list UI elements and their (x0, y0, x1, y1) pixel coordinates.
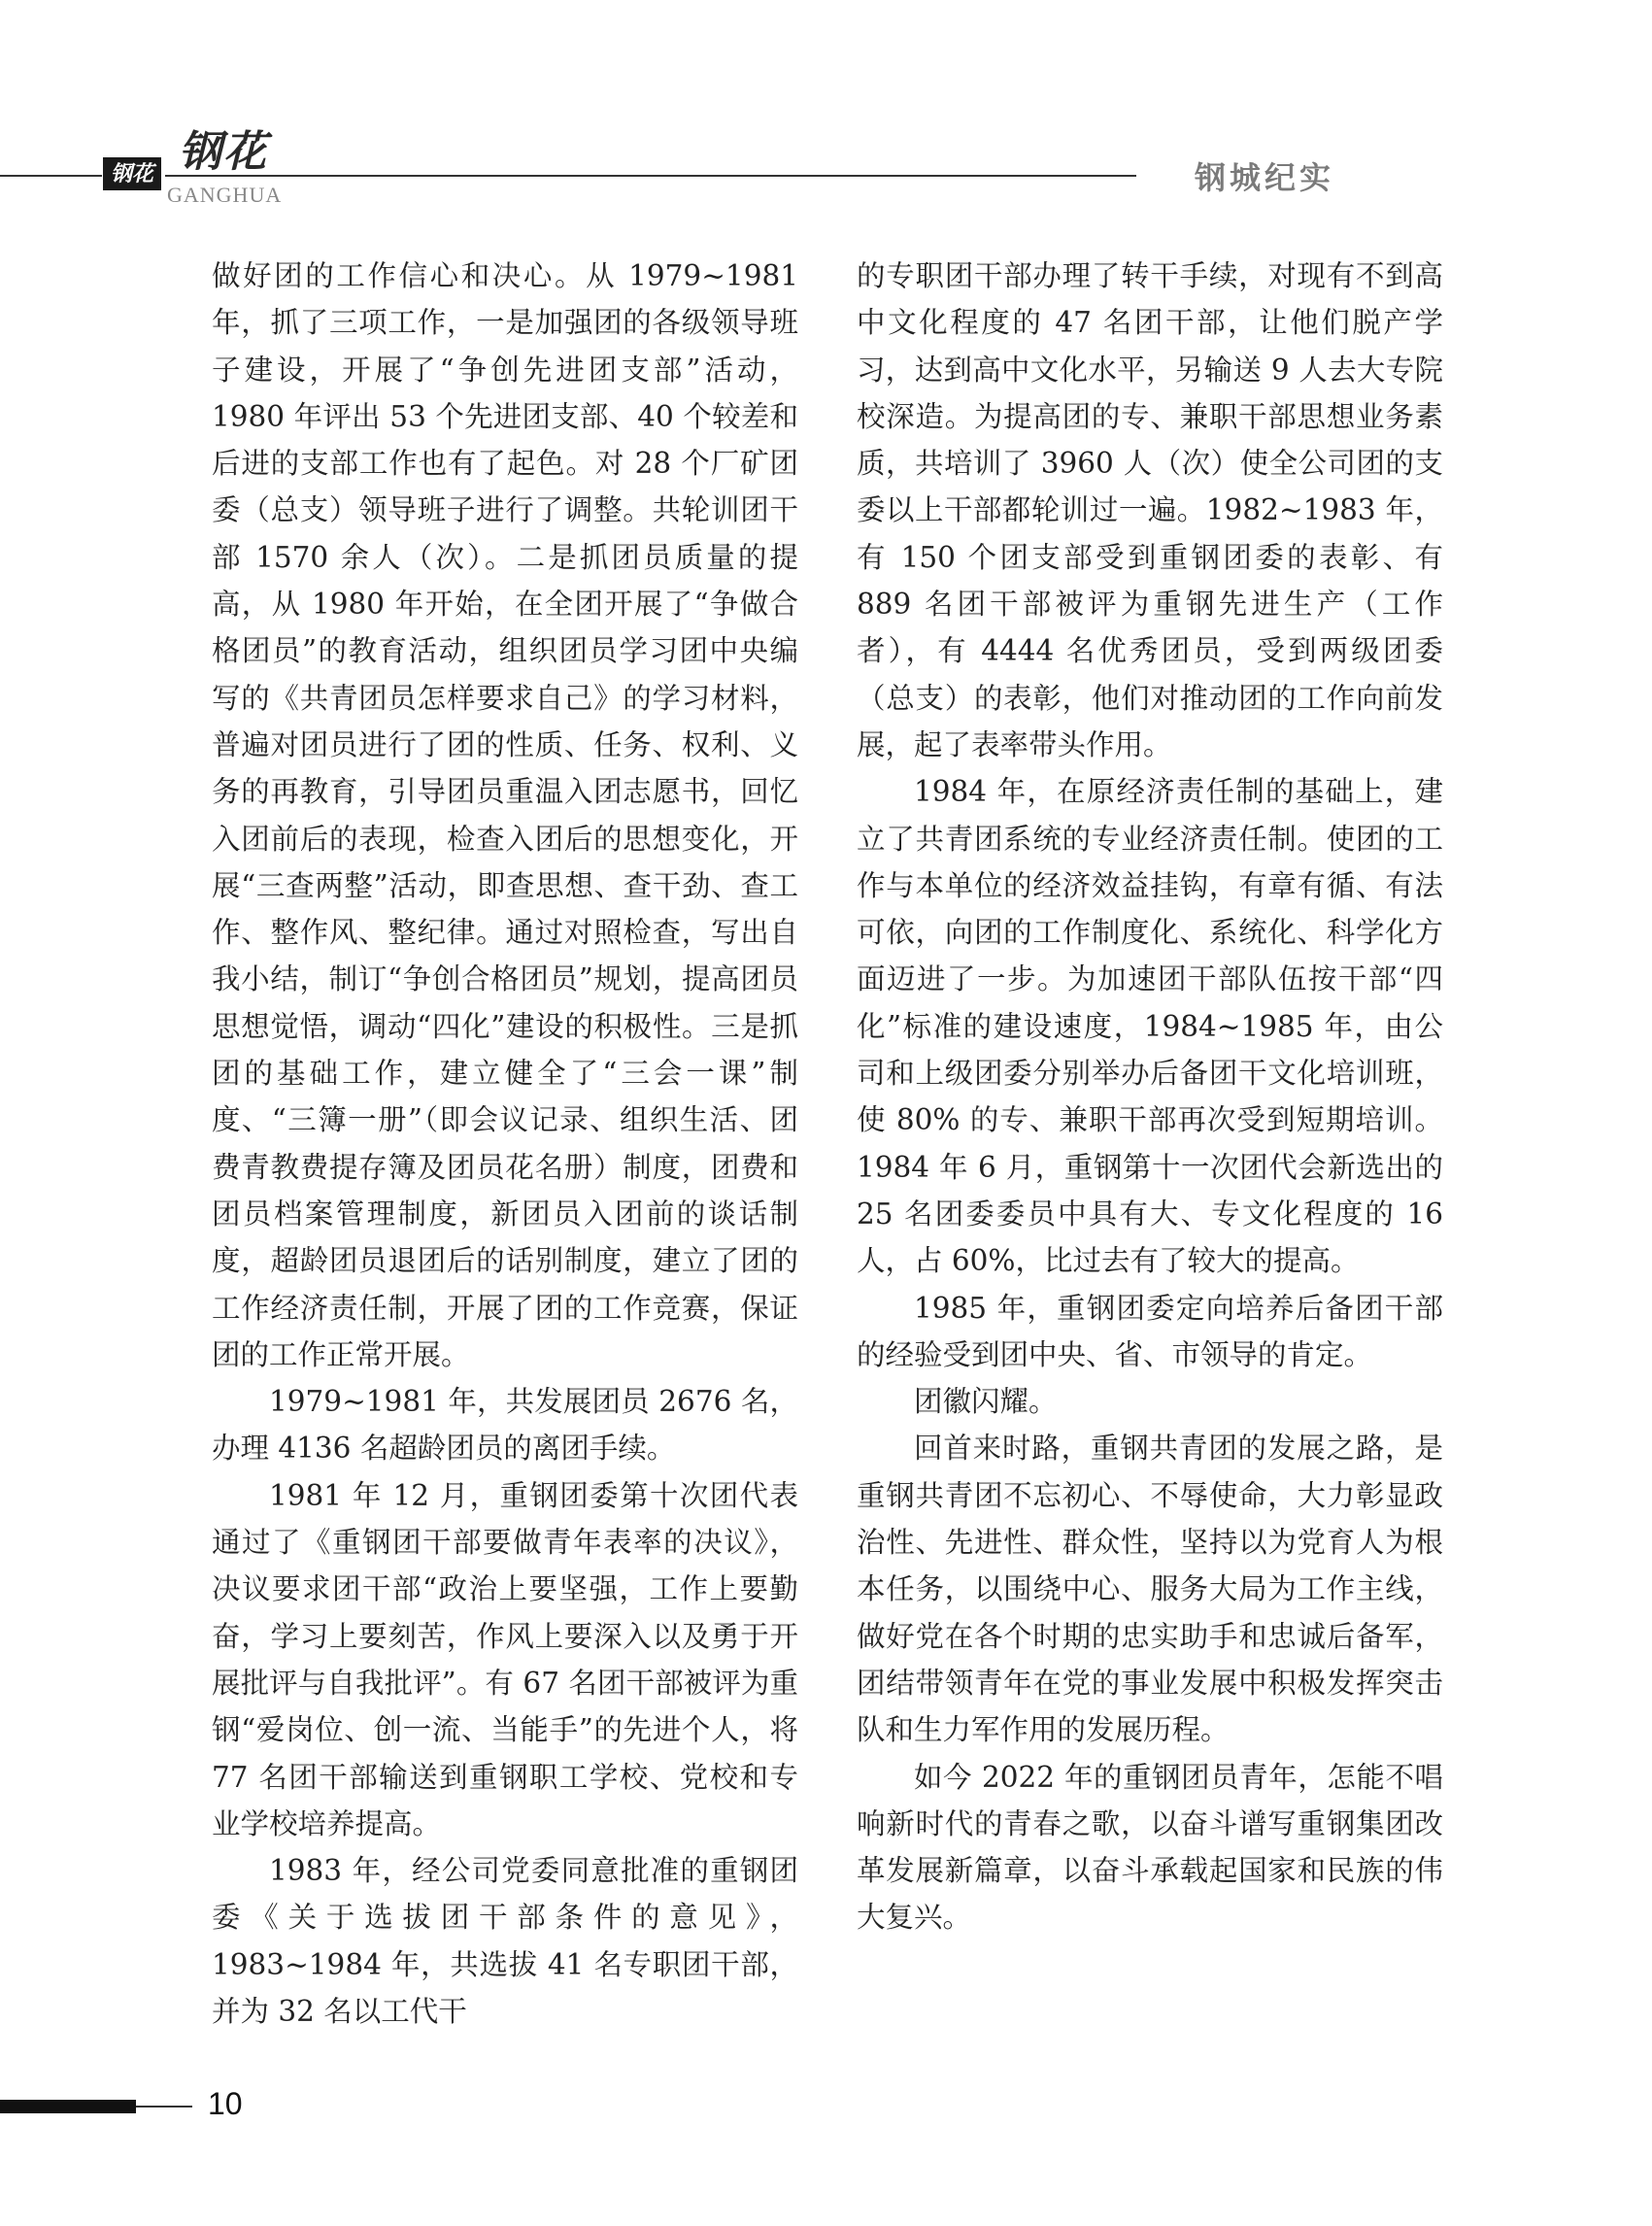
paragraph: 如今 2022 年的重钢团员青年，怎能不唱响新时代的青春之歌，以奋斗谱写重钢集团改革发展新篇章，以奋斗承载起国家和民族的伟大复兴。 (857, 1760, 1443, 1935)
magazine-logo-subtitle: GANGHUA (167, 183, 283, 207)
paragraph: 1985 年，重钢团委定向培养后备团干部的经验受到团中央、省、市领导的肯定。 (857, 1291, 1443, 1371)
magazine-logo: 钢花 (179, 127, 268, 177)
paragraph: 的专职团干部办理了转干手续，对现有不到高中文化程度的 47 名团干部，让他们脱产学习，达到高中文化水平，另输送 9 人去大专院校深造。为提高团的专、兼职干部思想业务素质，共培训了 3960 人（次）使全公司团的支委以上干部都轮训过一遍。1982~1983 年，有 150 个团支部受到重钢团委的表彰、有 889 名团干部被评为重钢先进生产（工作者），有 4444 名优秀团员，受到两级团委（总支）的表彰，他们对推动团的工作向前发展，起了表率带头作用。 (857, 259, 1443, 761)
header-rule-right (165, 175, 1136, 177)
footer-bar (0, 2100, 136, 2113)
paragraph: 团徽闪耀。 (914, 1385, 1058, 1419)
paragraph: 回首来时路，重钢共青团的发展之路，是重钢共青团不忘初心、不辱使命，大力彰显政治性、先进性、群众性，坚持以为党育人为根本任务，以围绕中心、服务大局为工作主线，做好党在各个时期的忠实助手和忠诚后备军，团结带领青年在党的事业发展中积极发挥突击队和生力军作用的发展历程。 (857, 1432, 1443, 1747)
page-number: 10 (208, 2086, 243, 2121)
paragraph: 1981 年 12 月，重钢团委第十次团代表通过了《重钢团干部要做青年表率的决议》，决议要求团干部“政治上要坚强，工作上要勤奋，学习上要刻苦，作风上要深入以及勇于开展批评与自我批评”。有 67 名团干部被评为重钢“爱岗位、创一流、当能手”的先进个人，将 77 名团干部输送到重钢职工学校、党校和专业学校培养提高。 (212, 1478, 798, 1840)
paragraph: 1983 年，经公司党委同意批准的重钢团委《关于选拔团干部条件的意见》，1983~1984 年，共选拔 41 名专职团干部，并为 32 名以工代干 (212, 1854, 798, 2028)
footer-rule (136, 2106, 192, 2108)
section-title: 钢城纪实 (1195, 159, 1335, 196)
paragraph: 1984 年，在原经济责任制的基础上，建立了共青团系统的专业经济责任制。使团的工作与本单位的经济效益挂钩，有章有循、有法可依，向团的工作制度化、系统化、科学化方面迈进了一步。为加速团干部队伍按干部“四化”标准的建设速度，1984~1985 年，由公司和上级团委分别举办后备团干文化培训班，使 80% 的专、兼职干部再次受到短期培训。1984 年 6 月，重钢第十一次团代会新选出的 25 名团委委员中具有大、专文化程度的 16 人，占 60%，比过去有了较大的提高。 (857, 775, 1443, 1278)
paragraph: 做好团的工作信心和决心。从 1979~1981 年，抓了三项工作，一是加强团的各级领导班子建设，开展了“争创先进团支部”活动，1980 年评出 53 个先进团支部、40 个较差和后进的支部工作也有了起色。对 28 个厂矿团委（总支）领导班子进行了调整。共轮训团干部 1570 余人（次）。二是抓团员质量的提高，从 1980 年开始，在全团开展了“争做合格团员”的教育活动，组织团员学习团中央编写的《共青团员怎样要求自己》的学习材料，普遍对团员进行了团的性质、任务、权利、义务的再教育，引导团员重温入团志愿书，回忆入团前后的表现，检查入团后的思想变化，开展“三查两整”活动，即查思想、查干劲、查工作、整作风、整纪律。通过对照检查，写出自我小结，制订“争创合格团员”规划，提高团员思想觉悟，调动“四化”建设的积极性。三是抓团的基础工作，建立健全了“三会一课”制度、“三簿一册”（即会议记录、组织生活、团费青教费提存簿及团员花名册）制度，团费和团员档案管理制度，新团员入团前的谈话制度，超龄团员退团后的话别制度，建立了团的工作经济责任制，开展了团的工作竞赛，保证团的工作正常开展。 (212, 259, 798, 1371)
right-column (857, 253, 1443, 1941)
logo-box: 钢花 (103, 157, 161, 190)
paragraph: 1979~1981 年，共发展团员 2676 名，办理 4136 名超龄团员的离团手续。 (212, 1385, 798, 1466)
left-column (212, 253, 798, 2035)
header-rule-left (0, 175, 102, 177)
